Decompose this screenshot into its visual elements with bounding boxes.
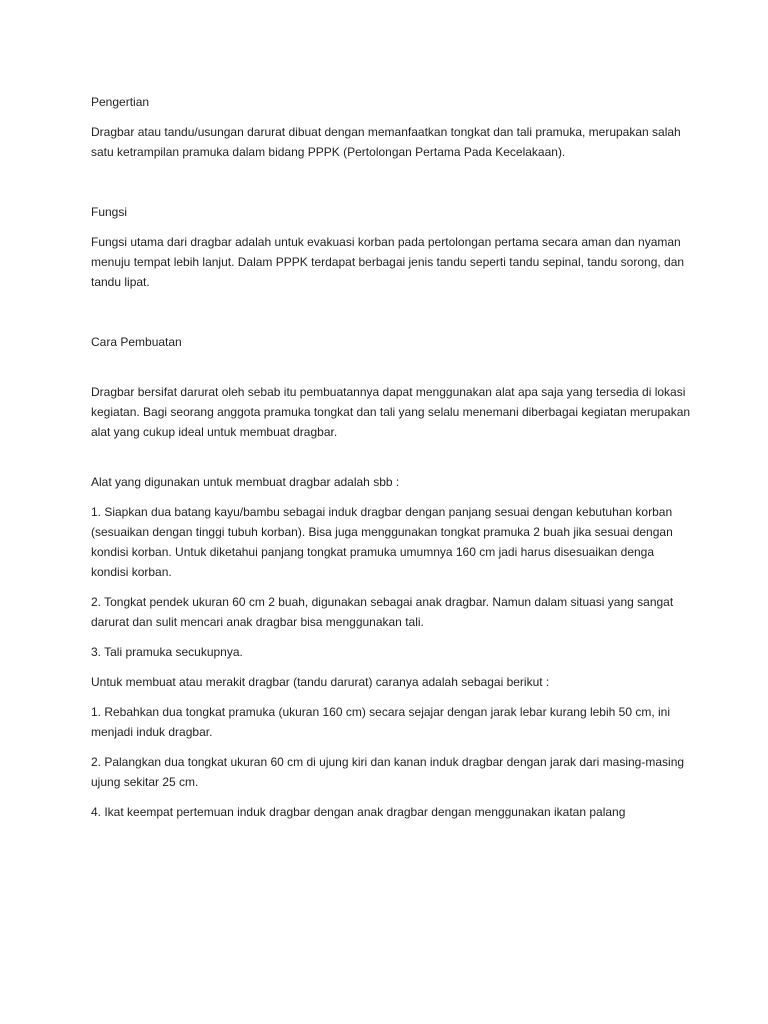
list-item-merakit-2: 2. Palangkan dua tongkat ukuran 60 cm di ujung kiri dan kanan induk dragbar dengan jarak dari masing-masing ujung sekitar 25 cm. <box>91 755 685 789</box>
paragraph-pengertian: Dragbar atau tandu/usungan darurat dibuat dengan memanfaatkan tongkat dan tali pramuka, merupakan salah satu ketrampilan pramuka dalam bidang PPPK (Pertolongan Pertama Pada Kecelakaan). <box>91 125 681 159</box>
list-item-alat-2: 2. Tongkat pendek ukuran 60 cm 2 buah, digunakan sebagai anak dragbar. Namun dalam situasi yang sangat darurat dan sulit mencari anak dragbar bisa menggunakan tali. <box>91 595 674 629</box>
list-item-merakit-1: 1. Rebahkan dua tongkat pramuka (ukuran 160 cm) secara sejajar dengan jarak lebar kurang lebih 50 cm, ini menjadi induk dragbar. <box>91 705 670 739</box>
heading-fungsi: Fungsi <box>91 205 128 219</box>
list-item-merakit-4: 4. Ikat keempat pertemuan induk dragbar dengan anak dragbar dengan menggunakan ikatan palang <box>91 805 626 819</box>
paragraph-alat-intro: Alat yang digunakan untuk membuat dragbar adalah sbb : <box>91 475 400 489</box>
paragraph-fungsi: Fungsi utama dari dragbar adalah untuk evakuasi korban pada pertolongan pertama secara aman dan nyaman menuju tempat lebih lanjut. Dalam PPPK terdapat berbagai jenis tandu seperti tandu sepinal, tandu sorong, dan tandu lipat. <box>91 235 685 289</box>
paragraph-cara-pembuatan: Dragbar bersifat darurat oleh sebab itu pembuatannya dapat menggunakan alat apa saja yang tersedia di lokasi kegiatan. Bagi seorang anggota pramuka tongkat dan tali yang selalu menemani diberbagai kegiatan merupakan alat yang cukup ideal untuk membuat dragbar. <box>91 385 691 439</box>
paragraph-merakit-intro: Untuk membuat atau merakit dragbar (tandu darurat) caranya adalah sebagai berikut : <box>91 675 550 689</box>
heading-pengertian: Pengertian <box>91 95 150 109</box>
document-body <box>91 92 691 832</box>
heading-cara-pembuatan: Cara Pembuatan <box>91 335 182 349</box>
list-item-alat-1: 1. Siapkan dua batang kayu/bambu sebagai induk dragbar dengan panjang sesuai dengan kebutuhan korban (sesuaikan dengan tinggi tubuh korban). Bisa juga menggunakan tongkat pramuka 2 buah jika sesuai dengan kondisi korban. Untuk diketahui panjang tongkat pramuka umumnya 160 cm jadi harus disesuaikan denga kondisi korban. <box>91 505 673 579</box>
list-item-alat-3: 3. Tali pramuka secukupnya. <box>91 645 243 659</box>
